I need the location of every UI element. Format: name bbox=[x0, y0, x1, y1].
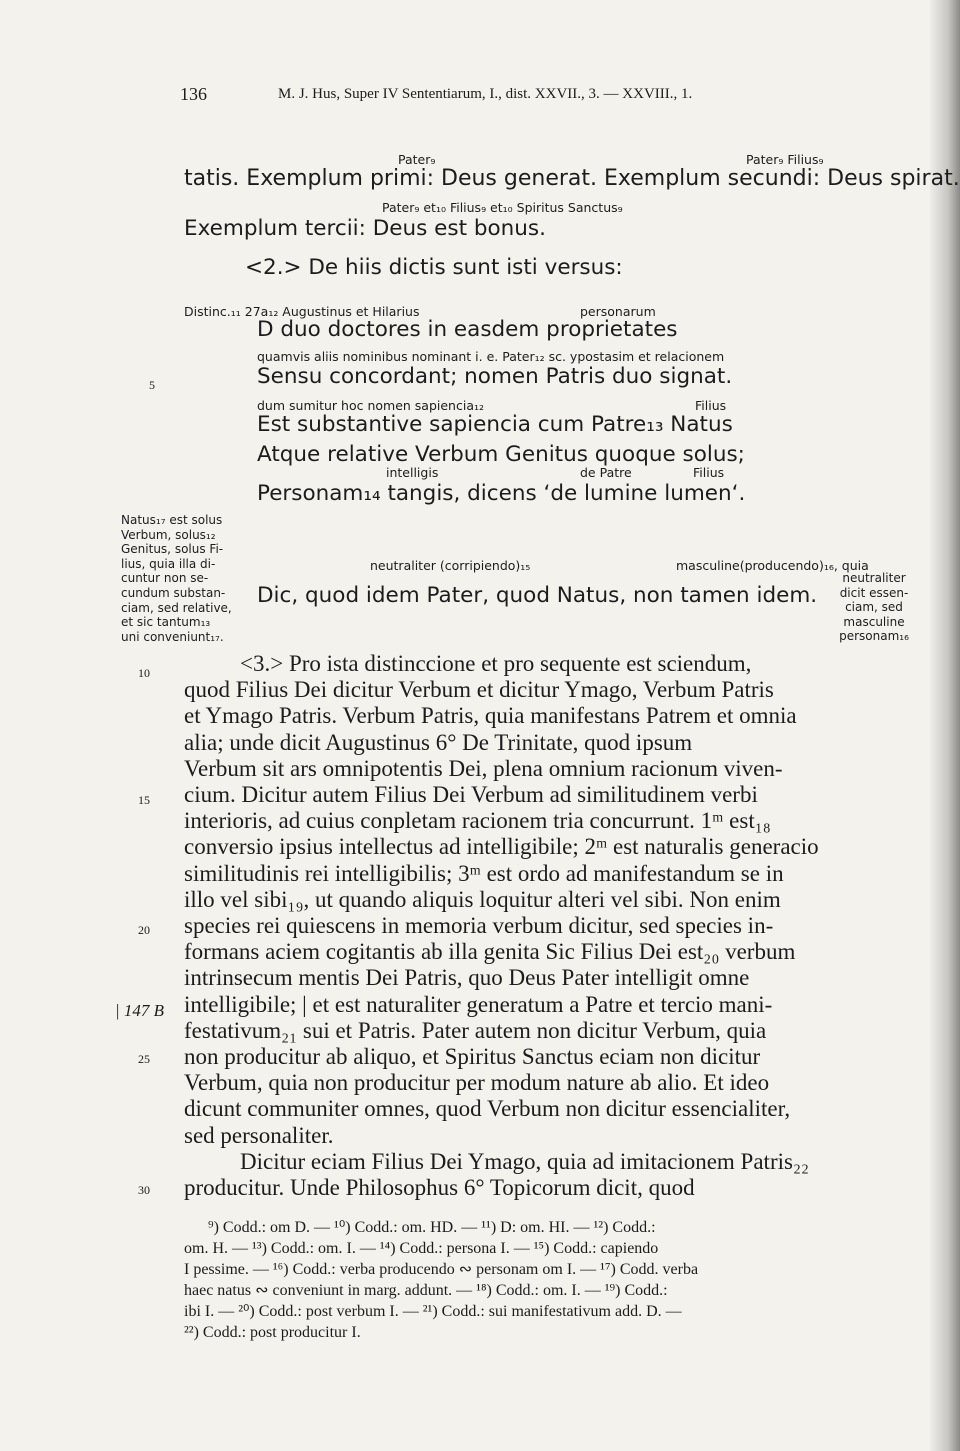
body-line: alia; unde dicit Augustinus 6° De Trinitate, quod ipsum bbox=[184, 729, 693, 755]
margin-line: Verbum, solus₁₂ bbox=[121, 527, 216, 542]
body-line: cium. Dicitur autem Filius Dei Verbum ad similitudinem verbi bbox=[184, 782, 758, 808]
margin-line: personam₁₆ bbox=[839, 629, 909, 644]
body-line: et Ymago Patris. Verbum Patris, quia manifestans Patrem et omnia bbox=[184, 703, 797, 729]
margin-line: ciam, sed relative, bbox=[121, 600, 232, 615]
line-number-25: 25 bbox=[138, 1052, 150, 1066]
body-line: similitudinis rei intelligibilis; 3ᵐ est ordo ad manifestandum se in bbox=[184, 860, 784, 886]
gloss-neutraliter: neutraliter (corripiendo)₁₅ bbox=[370, 558, 531, 573]
body-line: intelligibile; | et est naturaliter generatum a Patre et tercio mani- bbox=[184, 991, 773, 1017]
margin-line: dicit essen- bbox=[839, 585, 909, 600]
footnote-line: ²²) Codd.: post producitur I. bbox=[184, 1324, 361, 1341]
line-number-30: 30 bbox=[138, 1183, 150, 1197]
gloss-intelligis: intelligis bbox=[386, 465, 439, 480]
section-2-text: <2.> De hiis dictis sunt isti versus: bbox=[245, 255, 623, 280]
body-line: formans aciem cogitantis ab illa genita Sic Filius Dei est₂₀ verbum bbox=[184, 939, 796, 965]
body-text bbox=[184, 651, 918, 1201]
footnote-line: haec natus ∾ conveniunt in marg. addunt. — ¹⁸) Codd.: om. I. — ¹⁹) Codd.: bbox=[184, 1282, 668, 1299]
verse-6: Dic, quod idem Pater, quod Natus, non tamen idem. bbox=[257, 583, 818, 608]
body-line: quod Filius Dei dicitur Verbum et dicitur Ymago, Verbum Patris bbox=[184, 677, 774, 703]
folio-marker: | 147 B bbox=[115, 1001, 165, 1020]
verse-1: D duo doctores in easdem proprietates bbox=[257, 317, 678, 342]
gloss-quamvis: quamvis aliis nominibus nominant i. e. Pater₁₂ sc. ypostasim et relacionem bbox=[257, 349, 725, 364]
gloss-pater-filius: Pater₉ Filius₉ bbox=[746, 152, 824, 167]
body-line: Dicitur eciam Filius Dei Ymago, quia ad imitacionem Patris₂₂ bbox=[240, 1148, 809, 1174]
body-line: species rei quiescens in memoria verbum dicitur, sed species in- bbox=[184, 913, 774, 939]
footnote-line: I pessime. — ¹⁶) Codd.: verba producendo ∾ personam om I. — ¹⁷) Codd. verba bbox=[184, 1261, 699, 1278]
line-number-5: 5 bbox=[149, 378, 155, 392]
right-margin-note bbox=[826, 571, 922, 644]
gloss-de-patre: de Patre bbox=[580, 465, 632, 480]
margin-line: cuntur non se- bbox=[121, 571, 209, 586]
footnote-line: ⁹) Codd.: om D. — ¹⁰) Codd.: om. HD. — ¹¹) D: om. HI. — ¹²) Codd.: bbox=[208, 1219, 656, 1236]
margin-line: ciam, sed bbox=[845, 600, 903, 615]
gloss-personarum: personarum bbox=[580, 304, 656, 319]
margin-line: et sic tantum₁₃ bbox=[121, 615, 211, 630]
example-line-2: Exemplum tercii: Deus est bonus. bbox=[184, 216, 546, 241]
margin-line: lius, quia illa di- bbox=[121, 556, 216, 571]
margin-line: Natus₁₇ est solus bbox=[121, 513, 223, 527]
footnote-line: om. H. — ¹³) Codd.: om. I. — ¹⁴) Codd.: persona I. — ¹⁵) Codd.: capiendo bbox=[184, 1240, 659, 1257]
body-line: illo vel sibi₁₉, ut quando aliquis loquitur alteri vel sibi. Non enim bbox=[184, 886, 781, 912]
body-line: non producitur ab aliquo, et Spiritus Sanctus eciam non dicitur bbox=[184, 1044, 761, 1070]
left-margin-note bbox=[121, 513, 232, 644]
verse-5: Personam₁₄ tangis, dicens ‘de lumine lumen‘. bbox=[257, 481, 746, 506]
running-title: M. J. Hus, Super IV Sententiarum, I., dist. XXVII., 3. — XXVIII., 1. bbox=[278, 86, 693, 102]
gloss-pater-1: Pater₉ bbox=[398, 152, 436, 167]
line-number-20: 20 bbox=[138, 923, 150, 937]
verse-3: Est substantive sapiencia cum Patre₁₃ Natus bbox=[257, 412, 733, 437]
body-line: Verbum sit ars omnipotentis Dei, plena omnium racionum viven- bbox=[184, 755, 783, 781]
body-line: interioris, ad cuius conpletam racionem tria concurrunt. 1ᵐ est₁₈ bbox=[184, 808, 771, 834]
verse-4: Atque relative Verbum Genitus quoque solus; bbox=[257, 442, 745, 467]
margin-line: neutraliter bbox=[842, 571, 906, 585]
body-line: producitur. Unde Philosophus 6° Topicorum dicit, quod bbox=[184, 1175, 695, 1201]
body-line: sed personaliter. bbox=[184, 1122, 334, 1148]
body-line: conversio ipsius intellectus ad intelligibile; 2ᵐ est naturalis generacio bbox=[184, 834, 819, 860]
gloss-dum-sumitur: dum sumitur hoc nomen sapiencia₁₂ bbox=[257, 398, 484, 413]
line-number-10: 10 bbox=[138, 666, 150, 680]
body-line: intrinsecum mentis Dei Patris, quo Deus Pater intelligit omne bbox=[184, 965, 750, 991]
section-2-heading bbox=[245, 257, 623, 279]
margin-line: cundum substan- bbox=[121, 585, 226, 600]
gloss-trinity: Pater₉ et₁₀ Filius₉ et₁₀ Spiritus Sanctus₉ bbox=[382, 200, 623, 215]
margin-line: masculine bbox=[843, 614, 905, 629]
footnotes bbox=[184, 1217, 918, 1343]
margin-line: Genitus, solus Fi- bbox=[121, 542, 224, 557]
gloss-masculine: masculine(producendo)₁₆, quia bbox=[676, 558, 869, 573]
gloss-distinc: Distinc.₁₁ 27a₁₂ Augustinus et Hilarius bbox=[184, 304, 420, 319]
page-edge-shadow bbox=[930, 0, 960, 1451]
body-line: festativum₂₁ sui et Patris. Pater autem non dicitur Verbum, quia bbox=[184, 1017, 767, 1043]
body-line: Verbum, quia non producitur per modum nature ab alio. Et ideo bbox=[184, 1070, 770, 1096]
footnote-line: ibi I. — ²⁰) Codd.: post verbum I. — ²¹) Codd.: sui manifestativum add. D. — bbox=[184, 1303, 682, 1320]
body-line: dicunt communiter omnes, quod Verbum non dicitur essencialiter, bbox=[184, 1096, 791, 1122]
gloss-filius-2: Filius bbox=[693, 465, 725, 480]
verse-2: Sensu concordant; nomen Patris duo signat. bbox=[257, 364, 733, 389]
example-line-1: tatis. Exemplum primi: Deus generat. Exemplum secundi: Deus spirat. bbox=[184, 166, 960, 191]
page-number: 136 bbox=[180, 84, 207, 104]
line-number-15: 15 bbox=[138, 793, 150, 807]
body-line: <3.> Pro ista distinccione et pro sequente est sciendum, bbox=[240, 651, 752, 676]
gloss-filius-1: Filius bbox=[695, 398, 727, 413]
margin-line: uni conveniunt₁₇. bbox=[121, 629, 224, 644]
